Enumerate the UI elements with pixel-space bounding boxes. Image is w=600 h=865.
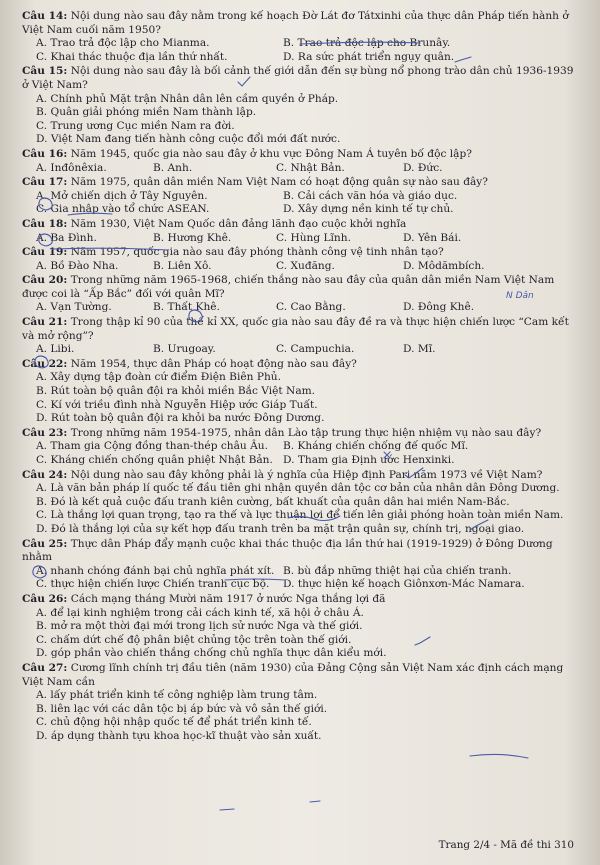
option-b: B. bù đắp những thiệt hại của chiến tranh.: [283, 564, 512, 577]
options: [22, 343, 578, 357]
option-b: B. Liên Xô.: [153, 259, 212, 272]
option-a: A. Tham gia Cộng đồng than-thép châu Âu.: [36, 440, 268, 453]
question-text: Năm 1930, Việt Nam Quốc dân đảng lãnh đạo cuộc khởi nghĩa: [70, 217, 407, 230]
question-number: Câu 21:: [22, 316, 68, 329]
question-number: Câu 25:: [22, 537, 68, 550]
handwritten-note: N Dân: [506, 291, 534, 301]
option-a: A. Xây dựng tập đoàn cứ điểm Điện Biên Phủ.: [36, 371, 281, 384]
question-stem: [22, 274, 578, 301]
option-b: B. Hương Khê.: [153, 231, 232, 244]
option-c: C. Kháng chiến chống quân phiệt Nhật Bản.: [36, 454, 273, 466]
options: [22, 232, 578, 246]
question-number: Câu 20:: [22, 274, 68, 287]
question-stem: [22, 176, 578, 190]
question-15: [22, 65, 578, 147]
option-d: D. Đó là thắng lợi của sự kết hợp đấu tranh trên ba mặt trận quân sự, chính trị, ngoại giao.: [36, 522, 525, 535]
question-text: Nội dung nào sau đây là bối cảnh thế giới dẫn đến sự bùng nổ phong trào dân chủ 1936-1939 ở Việt Nam?: [22, 65, 574, 91]
question-text: Năm 1975, quân dân miền Nam Việt Nam có hoạt động quân sự nào sau đây?: [70, 176, 488, 189]
option-a: A. Inđônêxia.: [36, 161, 107, 174]
question-23: [22, 427, 578, 468]
options: [22, 37, 578, 64]
option-a: A. Trao trả độc lập cho Mianma.: [36, 37, 210, 50]
option-d: D. Đức.: [403, 161, 443, 174]
options: [22, 565, 578, 592]
question-text: Thực dân Pháp đẩy mạnh cuộc khai thác thuộc địa lần thứ hai (1919-1929) ở Đông Dương nhằm: [22, 537, 553, 564]
options: [22, 162, 578, 176]
option-d: D. Đông Khê.: [403, 301, 475, 314]
question-number: Câu 24:: [22, 468, 68, 481]
question-text: Trong những năm 1954-1975, nhân dân Lào tập trung thực hiện nhiệm vụ nào sau đây?: [70, 426, 542, 439]
question-24: [22, 469, 578, 537]
option-c: C. chủ động hội nhập quốc tế để phát triển kinh tế.: [36, 716, 312, 729]
option-a: A. lấy phát triển kinh tế công nghiệp làm trung tâm.: [36, 689, 318, 702]
question-text: Năm 1945, quốc gia nào sau đây ở khu vực Đông Nam Á tuyên bố độc lập?: [70, 147, 472, 160]
option-c: C. Là thắng lợi quan trọng, tạo ra thế và lực thuận lợi để tiến lên giải phóng hoàn toàn miền Nam.: [36, 509, 564, 522]
question-number: Câu 27:: [22, 661, 68, 674]
options: [22, 190, 578, 217]
question-number: Câu 22:: [22, 357, 68, 370]
question-text: Nội dung nào sau đây nằm trong kế hoạch Đờ Lát đơ Tátxinhi của thực dân Pháp tiến hành ở Việt Nam cuối năm 1950?: [22, 10, 569, 36]
question-stem: [22, 218, 578, 232]
option-a: A. Vạn Tường.: [36, 301, 112, 314]
question-21: [22, 316, 578, 357]
page-footer: Trang 2/4 - Mã đề thi 310: [438, 839, 574, 851]
option-c: C. Kí với triều đình nhà Nguyễn Hiệp ước Giáp Tuất.: [36, 398, 318, 411]
option-d: D. Yên Bái.: [403, 231, 462, 244]
option-b: B. Cải cách văn hóa và giáo dục.: [283, 189, 458, 202]
dash-mark: [220, 809, 234, 810]
options: [22, 440, 578, 467]
options: [22, 301, 578, 315]
question-20: [22, 274, 578, 315]
option-d: D. Mĩ.: [403, 343, 436, 356]
option-a: A. Là văn bản pháp lí quốc tế đầu tiên ghi nhận quyền dân tộc cơ bản của nhân dân Đông Dương.: [36, 482, 560, 495]
question-stem: [22, 65, 578, 92]
question-14: [22, 10, 578, 64]
question-number: Câu 18:: [22, 217, 68, 230]
question-22: [22, 358, 578, 426]
option-b: B. Urugoay.: [153, 343, 216, 356]
option-d: D. Việt Nam đang tiến hành công cuộc đổi mới đất nước.: [36, 133, 341, 146]
option-d: D. Xây dựng nền kinh tế tự chủ.: [283, 203, 454, 216]
option-c: C. Trung ương Cục miền Nam ra đời.: [36, 119, 235, 132]
question-number: Câu 23:: [22, 426, 68, 439]
option-a: A. Chính phủ Mặt trận Nhân dân lên cầm quyền ở Pháp.: [36, 92, 339, 105]
dash-mark: [310, 801, 320, 802]
option-a: A. Mở chiến dịch ở Tây Nguyên.: [36, 189, 208, 202]
option-a: A. nhanh chóng đánh bại chủ nghĩa phát xít.: [36, 564, 275, 577]
option-c: C. Cao Bằng.: [276, 301, 346, 314]
option-a: A. Libi.: [36, 343, 75, 356]
question-17: [22, 176, 578, 217]
question-stem: [22, 10, 578, 37]
option-c: C. chấm dứt chế độ phân biệt chủng tộc trên toàn thế giới.: [36, 633, 352, 646]
question-list: [22, 10, 578, 744]
question-27: [22, 662, 578, 744]
question-text: Cương lĩnh chính trị đầu tiên (năm 1930) của Đảng Cộng sản Việt Nam xác định cách mạng Việt Nam cần: [22, 661, 564, 688]
option-a: A. Bồ Đào Nha.: [36, 259, 119, 272]
option-b: B. Rút toàn bộ quân đội ra khỏi miền Bắc Việt Nam.: [36, 385, 316, 398]
question-stem: [22, 316, 578, 343]
option-d: D. Môdămbích.: [403, 259, 485, 272]
option-d: D. Rút toàn bộ quân đội ra khỏi ba nước Đông Dương.: [36, 412, 325, 425]
question-stem: [22, 148, 578, 162]
option-b: B. Kháng chiến chống đế quốc Mĩ.: [283, 440, 469, 453]
underline-mark: [470, 754, 528, 758]
option-c: C. thực hiện chiến lược Chiến tranh cục bộ.: [36, 578, 270, 591]
option-b: B. Đó là kết quả cuộc đấu tranh kiên cường, bất khuất của quân dân hai miền Nam-Bắc.: [36, 495, 510, 508]
question-text: Nội dung nào sau đây không phải là ý nghĩa của Hiệp định Pari năm 1973 về Việt Nam?: [70, 468, 543, 481]
question-stem: [22, 427, 578, 441]
option-b: B. liên lạc với các dân tộc bị áp bức và vô sản thế giới.: [36, 702, 328, 715]
question-number: Câu 15:: [22, 65, 68, 78]
option-c: C. Khai thác thuộc địa lần thứ nhất.: [36, 50, 228, 63]
option-d: D. Ra sức phát triển ngụy quân.: [283, 50, 455, 63]
option-a: A. Ba Đình.: [36, 231, 97, 244]
option-d: D. góp phần vào chiến thắng chống chủ nghĩa thực dân kiểu mới.: [36, 647, 387, 660]
question-stem: [22, 538, 578, 565]
option-b: B. Trao trả độc lập cho Brunây.: [283, 37, 451, 50]
question-18: [22, 218, 578, 245]
question-number: Câu 26:: [22, 592, 68, 605]
option-d: D. Tham gia Định ước Henxinki.: [283, 454, 455, 466]
question-text: Cách mạng tháng Mười năm 1917 ở nước Nga thắng lợi đã: [70, 592, 386, 605]
question-16: [22, 148, 578, 175]
question-stem: [22, 469, 578, 483]
options: [22, 260, 578, 274]
option-b: B. Anh.: [153, 161, 193, 174]
question-text: Trong thập kỉ 90 của thế kỉ XX, quốc gia nào sau đây đề ra và thực hiện chiến lược “Cam kết và mở rộng”?: [22, 316, 569, 342]
question-stem: [22, 246, 578, 260]
option-c: C. Nhật Bản.: [276, 161, 345, 174]
question-26: [22, 593, 578, 661]
question-19: [22, 246, 578, 273]
question-stem: [22, 358, 578, 372]
question-number: Câu 14:: [22, 10, 68, 22]
option-c: C. Hùng Lĩnh.: [276, 231, 351, 244]
question-text: Năm 1954, thực dân Pháp có hoạt động nào sau đây?: [70, 357, 357, 370]
question-25: [22, 538, 578, 592]
question-number: Câu 16:: [22, 147, 68, 160]
option-d: D. thực hiện kế hoạch Giônxơn-Mác Namara.: [283, 578, 525, 591]
question-number: Câu 19:: [22, 246, 68, 259]
question-number: Câu 17:: [22, 176, 68, 189]
option-d: D. áp dụng thành tựu khoa học-kĩ thuật vào sản xuất.: [36, 729, 322, 742]
question-stem: [22, 662, 578, 689]
option-c: C. Campuchia.: [276, 343, 355, 356]
question-text: Trong những năm 1965-1968, chiến thắng nào sau đây của quân dân miền Nam Việt Nam được coi là “Ấp Bắc” đối với quân Mĩ?: [22, 274, 555, 300]
question-stem: [22, 593, 578, 607]
option-c: C. Xuđăng.: [276, 259, 335, 272]
option-a: A. để lại kinh nghiệm trong cải cách kinh tế, xã hội ở châu Á.: [36, 606, 364, 619]
option-b: B. mở ra một thời đại mới trong lịch sử nước Nga và thế giới.: [36, 620, 363, 633]
question-text: Năm 1957, quốc gia nào sau đây phóng thành công vệ tinh nhân tạo?: [70, 246, 444, 259]
option-b: B. Thất Khê.: [153, 301, 220, 314]
option-b: B. Quân giải phóng miền Nam thành lập.: [36, 106, 257, 119]
option-c: C. Gia nhập vào tổ chức ASEAN.: [36, 203, 210, 216]
